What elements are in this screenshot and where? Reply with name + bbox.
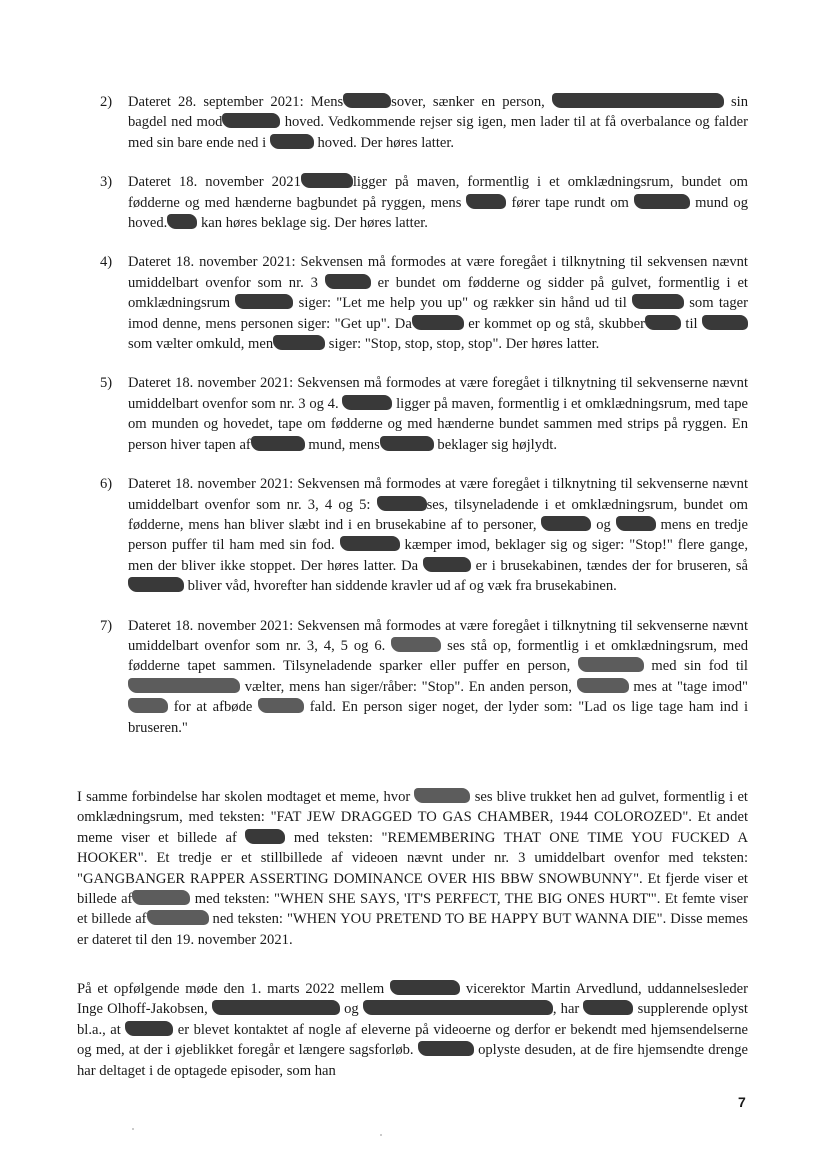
redaction-mark xyxy=(212,1000,340,1015)
text-run: bliver våd, hvorefter han siddende kravler ud af og væk fra brusekabinen. xyxy=(184,578,617,595)
list-item-number: 5) xyxy=(100,375,113,392)
text-run: Dateret 18. november 2021 xyxy=(128,174,301,191)
text-run: med teksten: "WHEN SHE SAYS, 'IT'S PERFECT, THE BIG ONES HURT'". Et femte viser et billede af xyxy=(77,891,749,928)
text-run: hoved. Vedkommende rejser sig igen, men lader til at få overbalance og falder med sin bare ende ned i xyxy=(128,114,748,151)
text-run: Dateret 28. september 2021: Mens xyxy=(128,94,344,110)
redaction-mark xyxy=(391,637,441,652)
text-run: supplerende oplyst bl.a., at xyxy=(77,1001,748,1038)
text-run: siger: "Stop, stop, stop, stop". Der høres latter. xyxy=(325,336,600,353)
text-run: og xyxy=(591,516,616,533)
meme-paragraph xyxy=(77,787,748,950)
scan-speck xyxy=(132,1128,134,1130)
text-run: vicerektor Martin Arvedlund, uddannelsesleder Inge Olhoff-Jakobsen, xyxy=(77,981,748,1018)
redaction-mark xyxy=(552,93,724,108)
text-run: fører tape rundt om xyxy=(506,194,634,211)
redaction-mark xyxy=(147,910,209,925)
text-run: kæmper imod, beklager sig og siger: "Stop!" flere gange, men der bliver ikke stoppet. Der høres latter. Da xyxy=(128,537,748,574)
text-run: vælter, mens han siger/råber: "Stop". En anden person, xyxy=(240,678,577,695)
text-run: På et opfølgende møde den 1. marts 2022 mellem xyxy=(77,981,391,997)
redaction-mark xyxy=(577,678,629,693)
list-item-number: 6) xyxy=(100,476,113,493)
list-item-text xyxy=(128,616,748,738)
text-run: hoved. Der høres latter. xyxy=(313,134,455,151)
redaction-mark xyxy=(222,113,280,128)
text-run: fald. En person siger noget, der lyder som: "Lad os lige tage ham ind i bruseren." xyxy=(128,699,749,736)
list-item-number: 2) xyxy=(100,94,113,110)
redaction-mark xyxy=(380,436,434,451)
redaction-mark xyxy=(325,274,371,289)
list-item-text xyxy=(128,373,748,455)
redaction-mark xyxy=(343,93,391,108)
redaction-mark xyxy=(340,536,400,551)
redaction-mark xyxy=(583,1000,633,1015)
list-item-text xyxy=(128,252,748,354)
meeting-paragraph xyxy=(77,979,748,1081)
redaction-mark xyxy=(273,335,325,350)
redaction-mark xyxy=(541,516,591,531)
text-run: Dateret 18. november 2021: Sekvensen må formodes at være foregået i tilknytning til sekvenserne nævnt umiddelbart ovenfor som nr. 3, 4 og 5: xyxy=(128,476,748,513)
redaction-mark xyxy=(132,890,190,905)
text-run: ses, tilsyneladende i et omklædningsrum, bundet om fødderne, mens han bliver slæbt ind i en brusekabine af to personer, xyxy=(128,496,748,533)
text-run: ligger på maven, formentlig i et omklædningsrum, bundet om fødderne og med hænderne bagbundet på ryggen, mens xyxy=(128,174,748,211)
text-run: , har xyxy=(552,1001,584,1018)
redaction-mark xyxy=(634,194,690,209)
redaction-mark xyxy=(632,294,684,309)
text-run: Dateret 18. november 2021: Sekvensen må formodes at være foregået i tilknytning til sekvensen nævnt umiddelbart ovenfor som nr. 3 xyxy=(128,254,748,291)
redaction-mark xyxy=(270,134,314,149)
list-item xyxy=(100,252,748,354)
redaction-mark xyxy=(251,436,305,451)
numbered-list xyxy=(100,92,748,757)
text-run: ned teksten: "WHEN YOU PRETEND TO BE HAPPY BUT WANNA DIE". Disse memes er dateret til den 19. november 2021. xyxy=(77,911,748,948)
redaction-mark xyxy=(412,315,464,330)
redaction-mark xyxy=(258,698,304,713)
list-item xyxy=(100,474,748,596)
list-item-number: 7) xyxy=(100,617,113,634)
redaction-mark xyxy=(301,173,353,188)
list-item-number: 4) xyxy=(100,254,113,271)
text-run: er blevet kontaktet af nogle af eleverne på videoerne og derfor er bekendt med hjemsendelserne og med, at der i øjeblikket foregår et længere sagsforløb. xyxy=(77,1021,748,1059)
text-run: mes at "tage imod" xyxy=(628,678,748,695)
text-run: er kommet op og stå, skubber xyxy=(463,315,645,332)
text-run: er bundet om fødderne og sidder på gulvet, formentlig i et omklædningsrum xyxy=(128,274,748,312)
text-run: ses stå op, formentlig i et omklædningsrum, med fødderne tapet sammen. Tilsyneladende sparker eller puffer en person, xyxy=(128,637,749,675)
text-run: for at afbøde xyxy=(168,699,259,716)
text-run: Dateret 18. november 2021: Sekvensen må formodes at være foregået i tilknytning til sekvenserne nævnt umiddelbart ovenfor som nr. 3, 4, 5 og 6. xyxy=(128,617,748,654)
text-run: mund, mens xyxy=(304,436,380,453)
text-run: ligger på maven, formentlig i et omklædningsrum, med tape om munden og hovedet, tape om fødderne og med hænderne bundet sammen med strips på ryggen. En person hiver tapen af xyxy=(128,395,748,453)
redaction-mark xyxy=(128,678,240,693)
redaction-mark xyxy=(390,980,460,995)
redaction-mark xyxy=(128,698,168,713)
text-run: som vælter omkuld, men xyxy=(128,336,274,353)
redaction-mark xyxy=(702,315,748,330)
text-run: oplyste desuden, at de fire hjemsendte drenge har deltaget i de optagede episoder, som han xyxy=(77,1042,748,1079)
list-item-text xyxy=(128,474,748,596)
scan-speck xyxy=(380,1134,382,1136)
redaction-mark xyxy=(645,315,681,330)
redaction-mark xyxy=(342,395,392,410)
redaction-mark xyxy=(128,577,184,592)
list-item xyxy=(100,172,748,233)
text-run: kan høres beklage sig. Der høres latter. xyxy=(197,215,428,232)
page-number: 7 xyxy=(738,1094,746,1110)
text-run: sin bagdel ned mod xyxy=(128,94,748,131)
list-item-number: 3) xyxy=(100,174,113,191)
list-item xyxy=(100,373,748,455)
redaction-mark xyxy=(363,1000,553,1015)
list-item-text xyxy=(128,172,748,233)
text-run: ses blive trukket hen ad gulvet, formentlig i et omklædningsrum, med teksten: "FAT JEW DRAGGED TO GAS CHAMBER, 1944 COLOROZED". Et andet meme viser et billede af xyxy=(77,789,748,846)
redaction-mark xyxy=(125,1021,173,1036)
text-run: og xyxy=(339,1001,363,1018)
redaction-mark xyxy=(245,829,285,844)
text-run: som tager imod denne, mens personen siger: "Get up". Da xyxy=(128,295,748,332)
text-run: til xyxy=(680,315,703,332)
redaction-mark xyxy=(414,788,470,803)
text-run: mens en tredje person puffer til ham med sin fod. xyxy=(128,516,749,554)
redaction-mark xyxy=(578,657,644,672)
list-item xyxy=(100,92,748,153)
text-run: med sin fod til xyxy=(643,658,748,675)
list-item xyxy=(100,616,748,738)
redaction-mark xyxy=(418,1041,474,1056)
redaction-mark xyxy=(167,214,197,229)
redaction-mark xyxy=(377,496,427,511)
redaction-mark xyxy=(423,557,471,572)
redaction-mark xyxy=(616,516,656,531)
redaction-mark xyxy=(235,294,293,309)
text-run: Dateret 18. november 2021: Sekvensen må formodes at være foregået i tilknytning til sekvenserne nævnt umiddelbart ovenfor som nr. 3 og 4. xyxy=(128,375,748,412)
text-run: I samme forbindelse har skolen modtaget et meme, hvor xyxy=(77,789,415,805)
text-run: siger: "Let me help you up" og rækker sin hånd ud til xyxy=(293,295,633,312)
text-run: sover, sænker en person, xyxy=(391,94,552,110)
text-run: beklager sig højlydt. xyxy=(433,436,557,453)
redaction-mark xyxy=(466,194,506,209)
text-run: med teksten: "REMEMBERING THAT ONE TIME YOU FUCKED A HOOKER". Et tredje er et stillbillede af videoen nævnt under nr. 3 umiddelbart ovenfor med teksten: "GANGBANGER RAPPER ASSERTING DOMINANCE OVER HIS BBW SNOWBUNNY". Et fjerde viser et billede af xyxy=(77,829,748,908)
text-run: mund og hoved. xyxy=(128,194,748,232)
text-run: er i brusekabinen, tændes der for bruseren, så xyxy=(470,557,748,574)
list-item-text xyxy=(128,92,748,153)
